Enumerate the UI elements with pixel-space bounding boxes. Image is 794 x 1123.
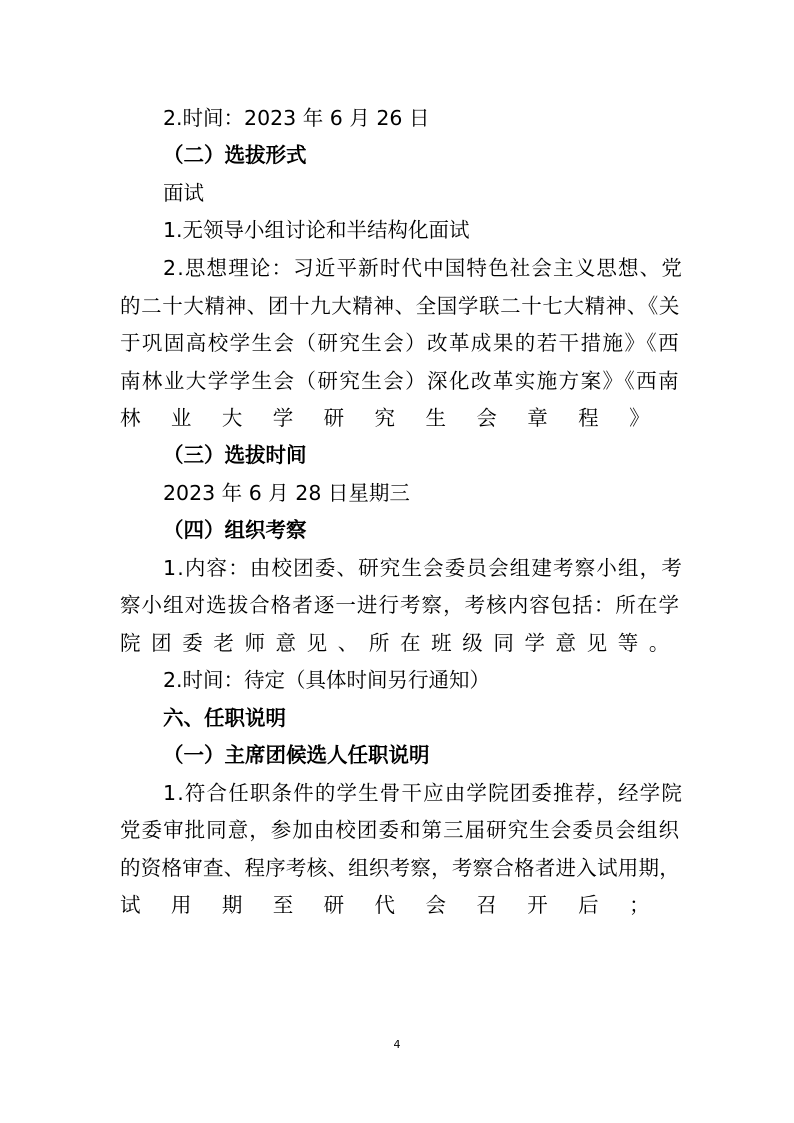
section-heading: （一）主席团候选人任职说明 (163, 743, 430, 767)
text-line: 院团委老师意见、所在班级同学意见等。 (120, 631, 680, 655)
section-heading: 六、任职说明 (163, 706, 286, 730)
text-line: 2.时间：待定（具体时间另行通知） (163, 668, 491, 692)
text-line: 林业大学研究生会章程》 (120, 406, 680, 430)
text-line: 的资格审查、程序考核、组织考察，考察合格者进入试用期， (120, 856, 680, 880)
text-line: 1.内容：由校团委、研究生会委员会组建考察小组，考 (163, 556, 683, 580)
page-number: 4 (393, 1038, 401, 1051)
text-line: 试用期至研代会召开后； (120, 893, 680, 917)
text-line: 1.符合任职条件的学生骨干应由学院团委推荐，经学院 (163, 781, 683, 805)
section-heading: （四）组织考察 (163, 518, 307, 542)
text-line: 1.无领导小组讨论和半结构化面试 (163, 218, 470, 242)
text-line: 2.思想理论：习近平新时代中国特色社会主义思想、党 (163, 256, 683, 280)
text-line: 2023 年 6 月 28 日星期三 (163, 481, 410, 505)
text-line: 的二十大精神、团十九大精神、全国学联二十七大精神、《关 (120, 294, 680, 318)
text-line: 面试 (163, 181, 204, 205)
text-line: 于巩固高校学生会（研究生会）改革成果的若干措施》《西 (120, 331, 680, 355)
section-heading: （三）选拔时间 (163, 443, 307, 467)
text-line: 党委审批同意，参加由校团委和第三届研究生会委员会组织 (120, 818, 680, 842)
text-line: 南林业大学学生会（研究生会）深化改革实施方案》《西南 (120, 369, 680, 393)
section-heading: （二）选拔形式 (163, 143, 307, 167)
text-line: 2.时间：2023 年 6 月 26 日 (163, 106, 430, 130)
text-line: 察小组对选拔合格者逐一进行考察，考核内容包括：所在学 (120, 593, 680, 617)
